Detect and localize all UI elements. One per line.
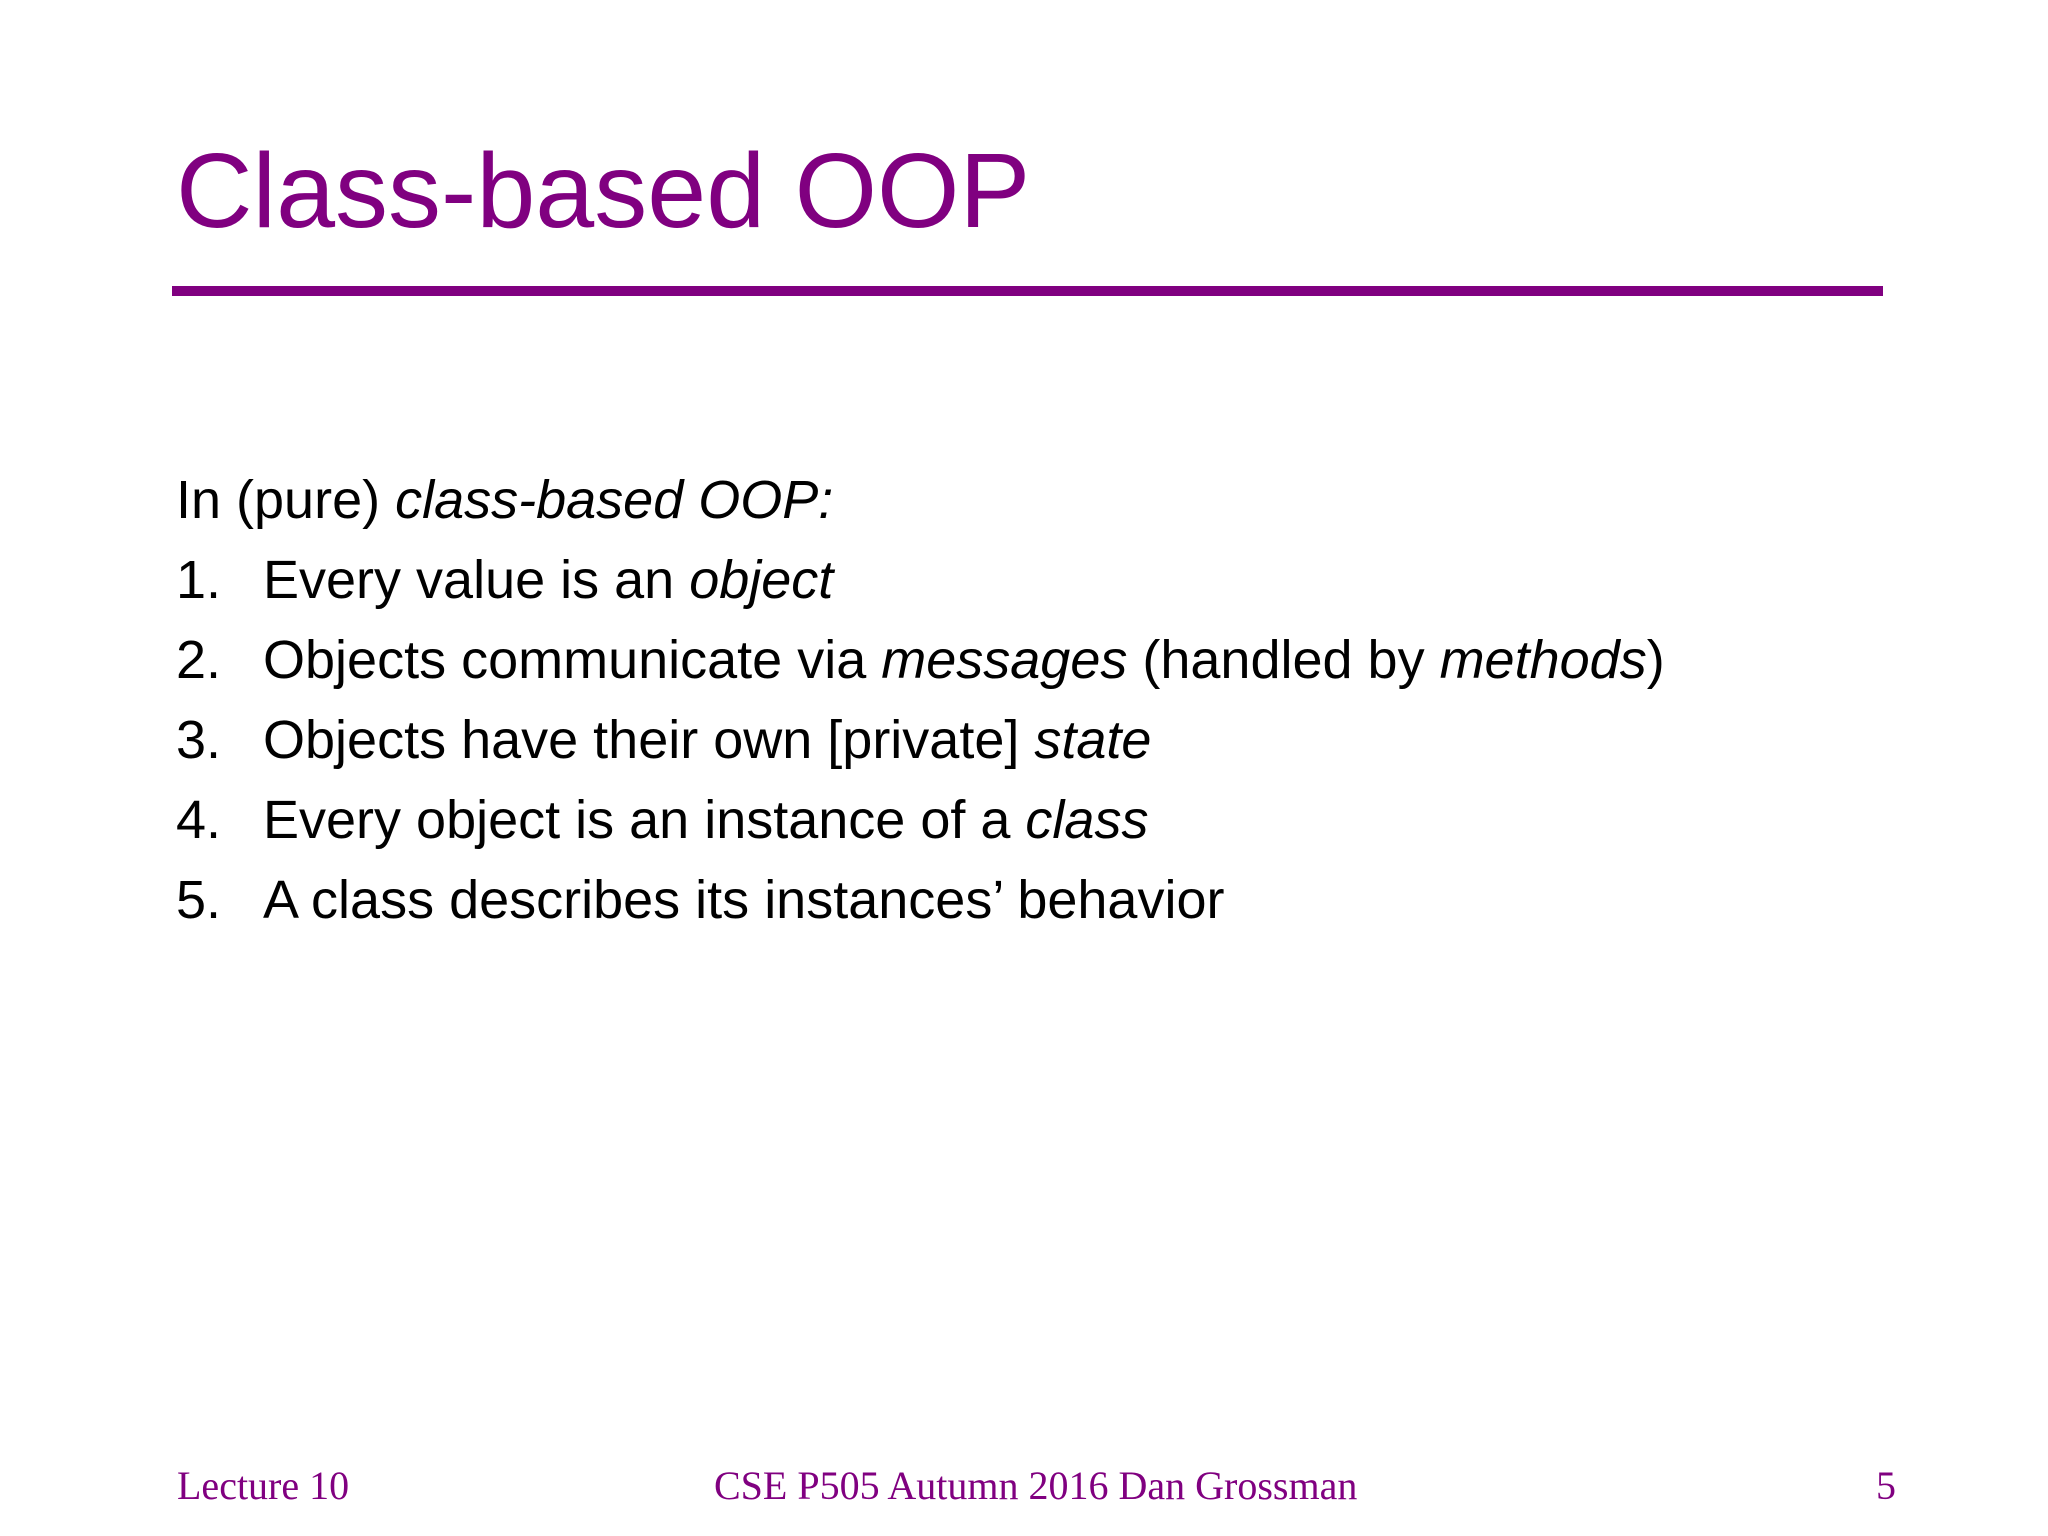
list-item-text: Objects have their own [private] [263,710,1035,770]
numbered-list [176,540,1896,940]
list-item [176,700,1896,780]
intro-emphasis: class-based OOP: [395,470,834,530]
list-item-text: Every object is an instance of a [263,790,1026,850]
list-item [176,860,1896,940]
list-item-emphasis: methods [1439,630,1647,690]
list-item [176,540,1896,620]
list-item-text: (handled by [1127,630,1440,690]
list-item-text: ) [1646,630,1665,690]
slide-body [176,460,1896,940]
list-item-emphasis: object [689,550,834,610]
footer-course: CSE P505 Autumn 2016 Dan Grossman [714,1463,1358,1508]
slide-title: Class-based OOP [176,132,1031,250]
list-item-emphasis: class [1025,790,1149,850]
footer-page-number: 5 [1876,1463,1896,1508]
list-item-text: Every value is an [263,550,690,610]
list-item [176,620,1896,700]
list-item-text: A class describes its instances’ behavior [263,870,1225,930]
list-item-number: 4. [176,790,222,850]
footer-lecture: Lecture 10 [177,1463,350,1508]
list-item-emphasis: messages [881,630,1128,690]
intro-prefix: In (pure) [176,470,396,530]
list-item-number: 1. [176,550,222,610]
list-item-number: 2. [176,630,222,690]
list-item [176,780,1896,860]
list-item-emphasis: state [1034,710,1152,770]
list-item-number: 3. [176,710,222,770]
title-underline [172,286,1883,296]
list-item-number: 5. [176,870,222,930]
intro-line [176,460,1896,540]
list-item-text: Objects communicate via [263,630,882,690]
